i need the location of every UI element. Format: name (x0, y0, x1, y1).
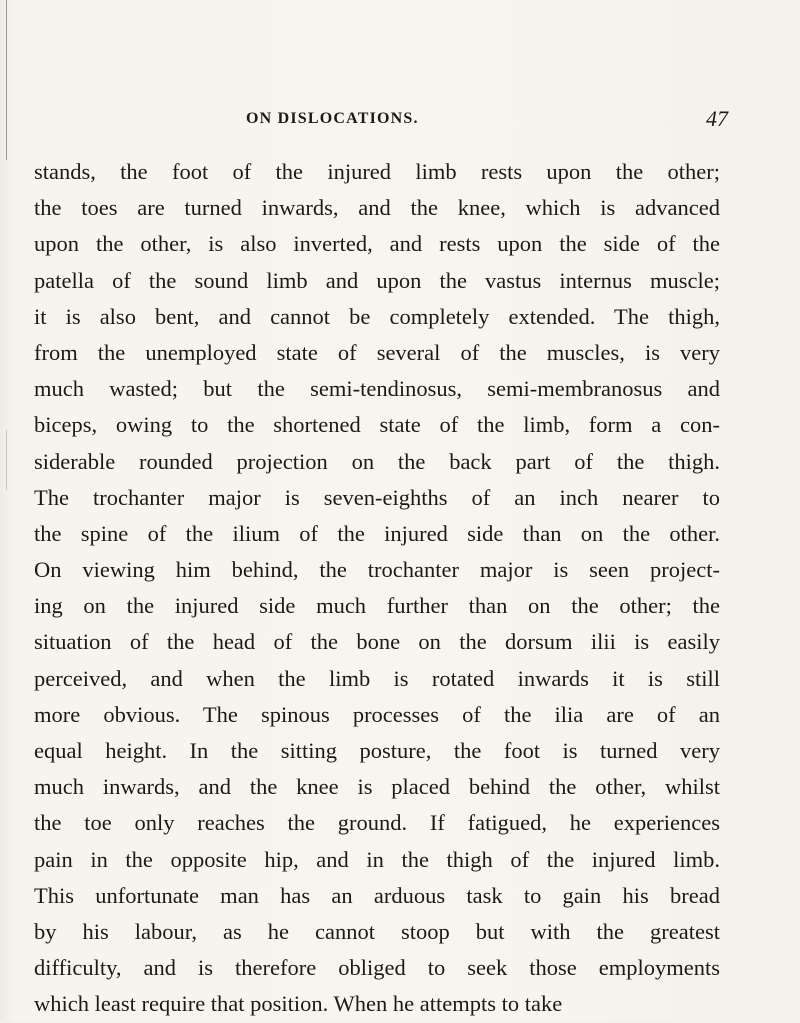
text-line: much wasted; but the semi-tendinosus, semi-membranosus and (34, 376, 720, 402)
body-text (34, 154, 720, 1023)
text-line: siderable rounded projection on the back part of the thigh. (34, 448, 720, 474)
running-title: ON DISLOCATIONS. (246, 110, 419, 127)
text-line: the toes are turned inwards, and the knee, which is advanced (34, 195, 720, 221)
running-head (0, 106, 800, 136)
text-line: much inwards, and the knee is placed behind the other, whilst (34, 774, 720, 800)
text-line: situation of the head of the bone on the dorsum ilii is easily (34, 629, 720, 655)
text-line: upon the other, is also inverted, and rests upon the side of the (34, 231, 720, 257)
text-line: stands, the foot of the injured limb rests upon the other; (34, 159, 720, 184)
text-line: more obvious. The spinous processes of the ilia are of an (34, 701, 720, 727)
text-line: patella of the sound limb and upon the vastus internus muscle; (34, 267, 720, 293)
text-line: the spine of the ilium of the injured side than on the other. (34, 520, 720, 546)
text-line: ing on the injured side much further than on the other; the (34, 593, 720, 619)
text-line: by his labour, as he cannot stoop but with the greatest (34, 918, 720, 944)
text-line: it is also bent, and cannot be completely extended. The thigh, (34, 303, 720, 329)
page-number: 47 (706, 106, 728, 131)
page-edge-line (6, 0, 7, 160)
text-line: perceived, and when the limb is rotated inwards it is still (34, 665, 720, 691)
page-edge-line (6, 430, 7, 490)
text-line: difficulty, and is therefore obliged to seek those employments (34, 955, 720, 981)
text-line: pain in the opposite hip, and in the thigh of the injured limb. (34, 846, 720, 872)
text-line: This unfortunate man has an arduous task to gain his bread (34, 882, 720, 908)
text-line: On viewing him behind, the trochanter major is seen project- (34, 557, 720, 583)
text-line: which least require that position. When he attempts to take (34, 991, 563, 1017)
text-line: The trochanter major is seven-eighths of an inch nearer to (34, 484, 720, 510)
text-line: the toe only reaches the ground. If fatigued, he experiences (34, 810, 720, 836)
text-line: biceps, owing to the shortened state of the limb, form a con- (34, 412, 720, 438)
text-line: equal height. In the sitting posture, the foot is turned very (34, 738, 720, 763)
text-line: from the unemployed state of several of the muscles, is very (34, 339, 720, 365)
